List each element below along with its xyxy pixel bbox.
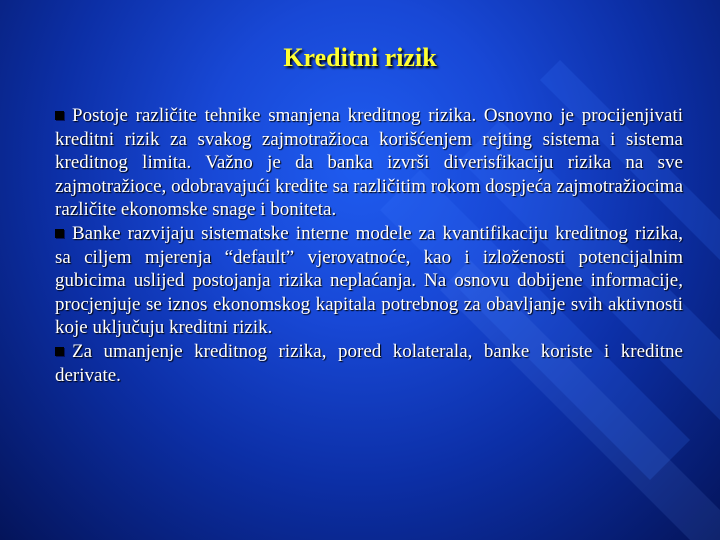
paragraph-text: Banke razvijaju sistematske interne modele za kvantifikaciju kreditnog rizika, sa ciljem mjerenja “default” vjerovatnoće, kao i izloženosti potencijalnim gubicima uslijed postojanja rizika neplaćanja. Na osnovu dobijene informacije, procjenjuje se iznos ekonomskog kapitala potrebnog za obavljanje svih aktivnosti koje uključuju kreditni rizik. (55, 222, 683, 339)
slide-body (55, 104, 683, 387)
square-bullet-icon (55, 111, 64, 120)
paragraph-text: Za umanjenje kreditnog rizika, pored kolaterala, banke koriste i kreditne derivate. (55, 340, 683, 386)
bullet-paragraph (55, 222, 683, 340)
square-bullet-icon (55, 347, 64, 356)
paragraph-text: Postoje različite tehnike smanjena kreditnog rizika. Osnovno je procijenjivati kreditni rizik za svakog zajmotražioca korišćenjem rejting sistema i sistema kreditnog limita. Važno je da banka izvrši diverisfikaciju rizika na sve zajmotražioce, odobravajući kredite sa različitim rokom dospjeća zajmotražiocima različite ekonomske snage i boniteta. (55, 105, 683, 221)
slide-title: Kreditni rizik (283, 43, 437, 72)
bullet-paragraph (55, 340, 683, 387)
square-bullet-icon (55, 229, 64, 238)
bullet-paragraph (55, 104, 683, 222)
